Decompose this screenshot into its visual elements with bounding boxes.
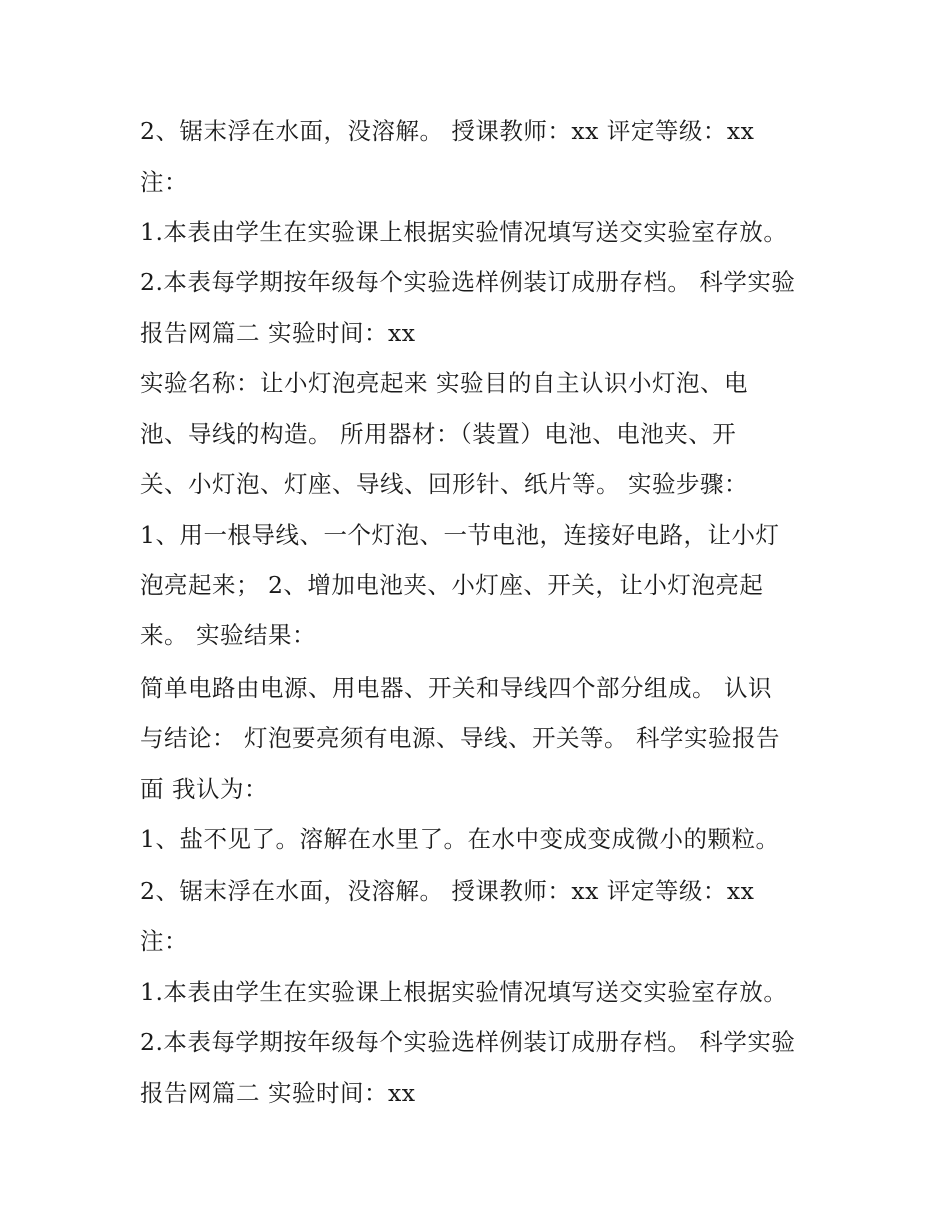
text-line: 注： xyxy=(140,927,188,955)
text-line: 2.本表每学期按年级每个实验选样例装订成册存档。 科学实验 xyxy=(140,268,796,296)
text-line: 1.本表由学生在实验课上根据实验情况填写送交实验室存放。 xyxy=(140,218,788,246)
text-line: 注： xyxy=(140,168,188,196)
text-line: 简单电路由电源、用电器、开关和导线四个部分组成。 认识 xyxy=(140,674,772,702)
text-line: 与结论： 灯泡要亮须有电源、导线、开关等。 科学实验报告 xyxy=(140,724,780,752)
text-line: 2.本表每学期按年级每个实验选样例装订成册存档。 科学实验 xyxy=(140,1028,796,1056)
text-line: 2、锯末浮在水面，没溶解。 授课教师：xx 评定等级：xx xyxy=(140,117,755,145)
text-line: 泡亮起来； 2、增加电池夹、小灯座、开关，让小灯泡亮起 xyxy=(140,571,764,599)
text-line: 1、盐不见了。溶解在水里了。在水中变成变成微小的颗粒。 xyxy=(140,825,780,853)
text-line: 报告网篇二 实验时间：xx xyxy=(140,1079,416,1107)
text-line: 1、用一根导线、一个灯泡、一节电池，连接好电路，让小灯 xyxy=(140,521,780,549)
text-line: 来。 实验结果： xyxy=(140,621,316,649)
text-line: 报告网篇二 实验时间：xx xyxy=(140,319,416,347)
text-line: 2、锯末浮在水面，没溶解。 授课教师：xx 评定等级：xx xyxy=(140,877,755,905)
text-line: 面 我认为： xyxy=(140,775,268,803)
text-line: 关、小灯泡、灯座、导线、回形针、纸片等。 实验步骤： xyxy=(140,470,748,498)
text-line: 1.本表由学生在实验课上根据实验情况填写送交实验室存放。 xyxy=(140,978,788,1006)
text-line: 实验名称：让小灯泡亮起来 实验目的自主认识小灯泡、电 xyxy=(140,369,748,397)
text-line: 池、导线的构造。 所用器材：（装置）电池、电池夹、开 xyxy=(140,420,737,448)
